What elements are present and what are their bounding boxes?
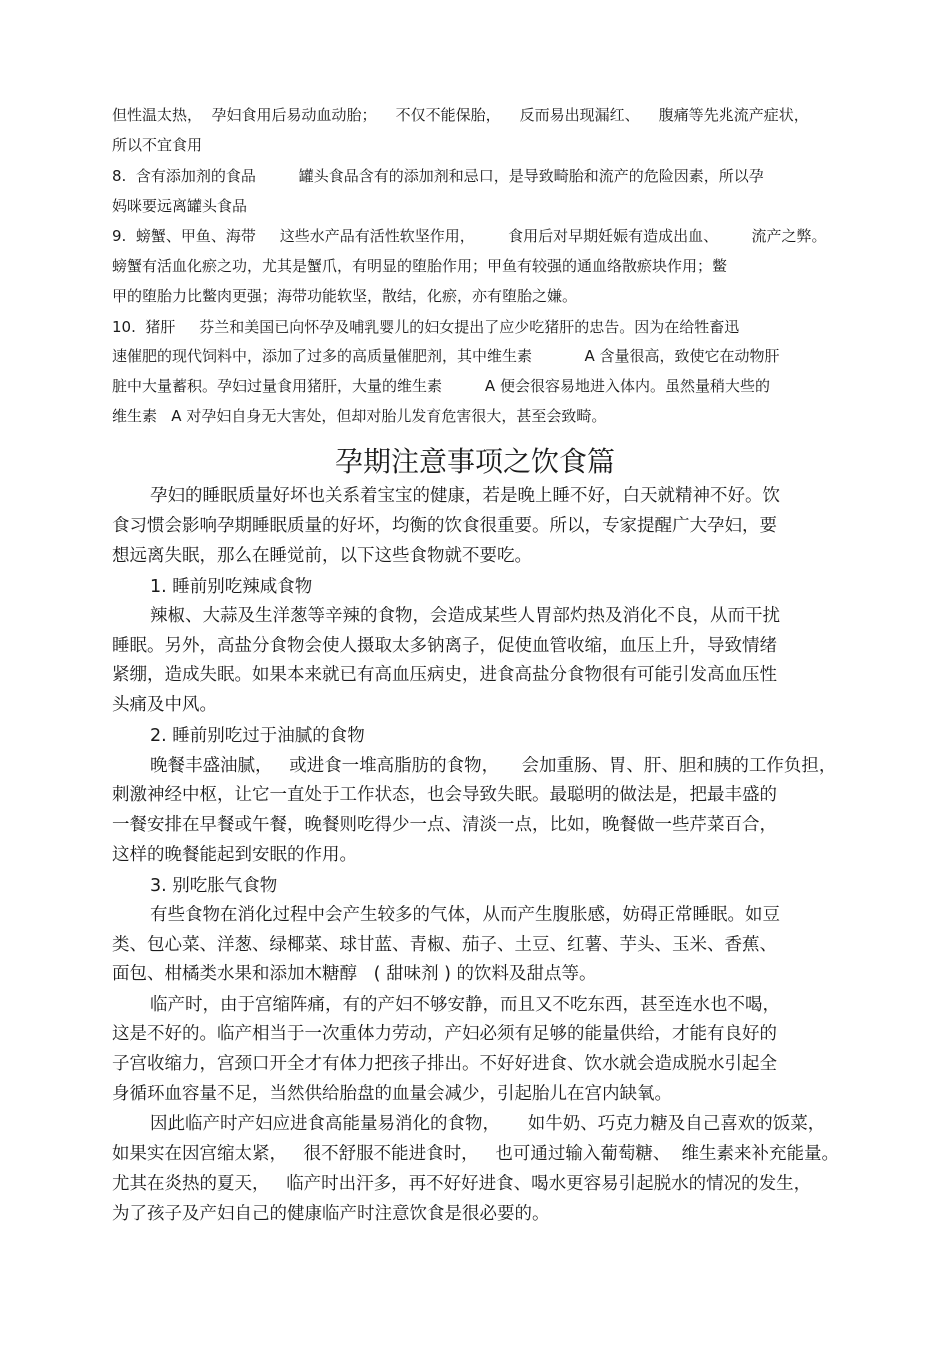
paragraph-line: 如果实在因宫缩太紧， 很不舒服不能进食时， 也可通过输入葡萄糖、 维生素来补充能量。: [112, 1144, 839, 1164]
paragraph-line: 为了孩子及产妇自己的健康临产时注意饮食是很必要的。: [112, 1204, 550, 1224]
paragraph-line: 想远离失眠，那么在睡觉前，以下这些食物就不要吃。: [112, 546, 532, 566]
paragraph-line: 辣椒、大蒜及生洋葱等辛辣的食物，会造成某些人胃部灼热及消化不良，从而干扰: [150, 606, 780, 626]
paragraph-line: 类、包心菜、洋葱、绿椰菜、球甘蓝、青椒、茄子、土豆、红薯、芋头、玉米、香蕉、: [112, 935, 777, 955]
paragraph-line: 身循环血容量不足，当然供给胎盘的血量会减少，引起胎儿在宫内缺氧。: [112, 1084, 672, 1104]
text-line: 螃蟹有活血化瘀之功，尤其是蟹爪，有明显的堕胎作用；甲鱼有较强的通血络散瘀块作用；鳖: [112, 257, 728, 275]
paragraph-line: 头痛及中风。: [112, 695, 217, 715]
section-heading: 2. 睡前别吃过于油腻的食物: [150, 726, 365, 746]
text-line: 甲的堕胎力比鳖肉更强；海带功能软坚，散结，化瘀，亦有堕胎之嫌。: [112, 287, 578, 305]
paragraph-line: 这是不好的。临产相当于一次重体力劳动，产妇必须有足够的能量供给，才能有良好的: [112, 1024, 777, 1044]
section-heading: 1. 睡前别吃辣咸食物: [150, 577, 313, 597]
paragraph-line: 这样的晚餐能起到安眠的作用。: [112, 845, 357, 865]
paragraph-line: 紧绷，造成失眠。如果本来就已有高血压病史，进食高盐分食物很有可能引发高血压性: [112, 665, 777, 685]
section-heading: 3. 别吃胀气食物: [150, 876, 278, 896]
list-item-10: 10. 猪肝 芬兰和美国已向怀孕及哺乳婴儿的妇女提出了应少吃猪肝的忠告。因为在给牲畜迅: [112, 318, 740, 336]
list-item-9: 9. 螃蟹、甲鱼、海带 这些水产品有活性软坚作用， 食用后对早期妊娠有造成出血、 流产之弊。: [112, 227, 827, 245]
paragraph-line: 尤其在炎热的夏天， 临产时出汗多，再不好好进食、喝水更容易引起脱水的情况的发生，: [112, 1174, 812, 1194]
paragraph-line: 食习惯会影响孕期睡眠质量的好坏，均衡的饮食很重要。所以，专家提醒广大孕妇，要: [112, 516, 777, 536]
text-line: 速催肥的现代饲料中，添加了过多的高质量催肥剂，其中维生素 A 含量很高，致使它在动物肝: [112, 347, 780, 365]
list-item-8: 8. 含有添加剂的食品 罐头食品含有的添加剂和忌口，是导致畸胎和流产的危险因素，所以孕: [112, 167, 764, 185]
paragraph-line: 因此临产时产妇应进食高能量易消化的食物， 如牛奶、巧克力糖及自己喜欢的饭菜，: [150, 1114, 826, 1134]
paragraph-line: 孕妇的睡眠质量好坏也关系着宝宝的健康，若是晚上睡不好，白天就精神不好。饮: [150, 486, 780, 506]
paragraph-line: 面包、柑橘类水果和添加木糖醇 ( 甜味剂 ) 的饮料及甜点等。: [112, 964, 597, 984]
paragraph-line: 子宫收缩力，宫颈口开全才有体力把孩子排出。不好好进食、饮水就会造成脱水引起全: [112, 1054, 777, 1074]
text-line: 但性温太热， 孕妇食用后易动血动胎； 不仅不能保胎， 反而易出现漏红、 腹痛等先兆流产症状，: [112, 106, 809, 124]
article-title: 孕期注意事项之饮食篇: [334, 445, 615, 478]
text-line: 所以不宜食用: [112, 136, 203, 154]
paragraph-line: 晚餐丰盛油腻， 或进食一堆高脂肪的食物， 会加重肠、胃、肝、胆和胰的工作负担，: [150, 756, 837, 776]
paragraph-line: 临产时，由于宫缩阵痛，有的产妇不够安静，而且又不吃东西，甚至连水也不喝，: [150, 995, 780, 1015]
paragraph-line: 有些食物在消化过程中会产生较多的气体，从而产生腹胀感，妨碍正常睡眠。如豆: [150, 905, 780, 925]
text-line: 脏中大量蓄积。孕妇过量食用猪肝，大量的维生素 A 便会很容易地进入体内。虽然量稍大些的: [112, 377, 770, 395]
text-line: 维生素 A 对孕妇自身无大害处，但却对胎儿发育危害很大，甚至会致畸。: [112, 407, 607, 425]
paragraph-line: 刺激神经中枢，让它一直处于工作状态，也会导致失眠。最聪明的做法是，把最丰盛的: [112, 785, 777, 805]
paragraph-line: 一餐安排在早餐或午餐，晚餐则吃得少一点、清淡一点，比如，晚餐做一些芹菜百合，: [112, 815, 777, 835]
paragraph-line: 睡眠。另外，高盐分食物会使人摄取太多钠离子，促使血管收缩，血压上升，导致情绪: [112, 636, 777, 656]
text-line: 妈咪要远离罐头食品: [112, 197, 248, 215]
